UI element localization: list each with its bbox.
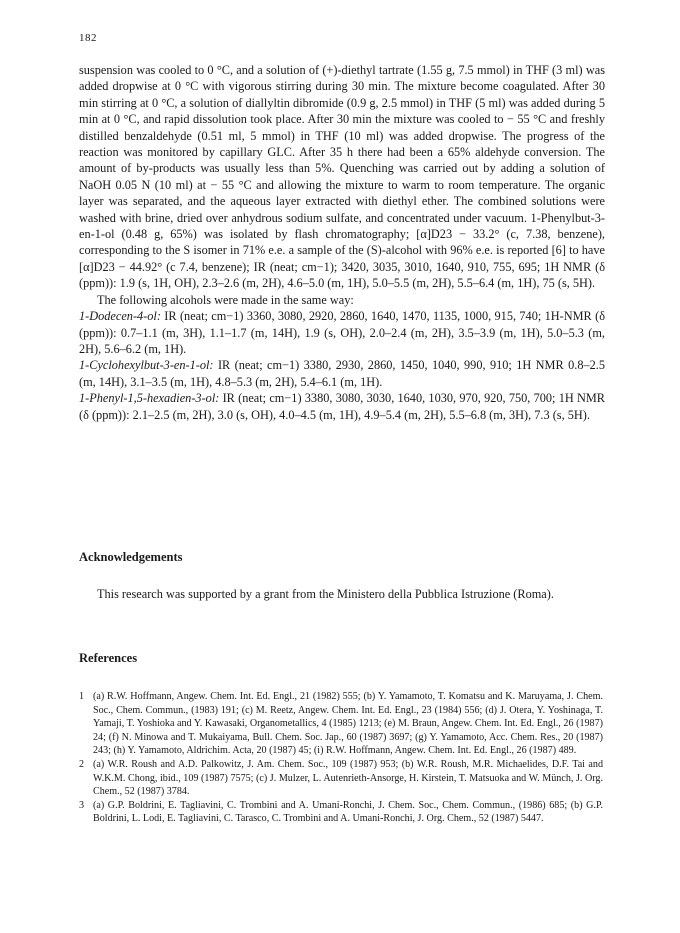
reference-text: (a) G.P. Boldrini, E. Tagliavini, C. Trombini and A. Umani-Ronchi, J. Chem. Soc., Chem. Commun., (1986) 685; (b) G.P. Boldrini, L. Lodi, E. Tagliavini, C. Tarasco, C. Trombini and A. Umani-Ronchi, J. Org. Chem., 52 (1987) 5447. [93,799,603,825]
acknowledgements-text: This research was supported by a grant from the Ministero della Pubblica Istruzione (Roma). [97,587,554,601]
compound-dodecenol [79,308,605,357]
compound-name: 1-Dodecen-4-ol: [79,309,161,324]
reference-item [79,690,603,758]
procedure-paragraph: suspension was cooled to 0 °C, and a solution of (+)-diethyl tartrate (1.55 g, 7.5 mmol) in THF (3 ml) was added dropwise at 0 °C with vigorous stirring during 30 min. The mixture become coagulated. After 30 min stirring at 0 °C, a solution of diallyltin dibromide (0.9 g, 2.5 mmol) in THF (5 ml) was added during 5 min at 0 °C, and rapid dissolution took place. After 30 min the mixture was cooled to − 55 °C and freshly distilled benzaldehyde (0.51 ml, 5 mmol) in THF (10 ml) was added dropwise. The progress of the reaction was monitored by capillary GLC. After 35 h there had been a 65% aldehyde conversion. The amount of by-products was usually less than 5%. Quenching was carried out by adding a solution of NaOH 0.05 N (10 ml) at − 55 °C and allowing the mixture to warm to room temperature. The organic layer was separated, and the aqueous layer extracted with diethyl ether. The combined solutions were washed with brine, dried over anhydrous sodium sulfate, and concentrated under vacuum. 1-Phenylbut-3-en-1-ol (0.48 g, 65%) was isolated by flash chromatography; [α]D23 − 33.2° (c, 7.38, benzene), corresponding to the S isomer in 71% e.e. a sample of the (S)-alcohol with 96% e.e. is reported [6] to have [α]D23 − 44.92° (c 7.4, benzene); IR (neat; cm−1); 3420, 3035, 3010, 1640, 910, 755, 695; 1H NMR (δ (ppm)): 1.9 (s, 1H, OH), 2.3–2.6 (m, 2H), 4.6–5.0 (m, 1H), 5.0–5.5 (m, 2H), 5.5–6.4 (m, 1H), 75 (s, 5H). [79,63,605,291]
compound-data: IR (neat; cm−1) 3380, 3080, 3030, 1640, 1030, 970, 920, 750, 700; 1H NMR (δ (ppm)): 2.1–2.5 (m, 2H), 3.0 (s, OH), 4.0–4.5 (m, 1H), 4.9–5.4 (m, 2H), 5.5–6.8 (m, 3H), 7.3 (s, 5H). [79,391,605,422]
compound-data: IR (neat; cm−1) 3360, 3080, 2920, 2860, 1640, 1470, 1135, 1000, 915, 740; 1H-NMR (δ (ppm)): 0.7–1.1 (m, 3H), 1.1–1.7 (m, 14H), 1.9 (s, OH), 2.0–2.4 (m, 2H), 3.5–3.9 (m, 1H), 5.0–5.3 (m, 2H), 5.6–6.2 (m, 1H). [79,309,605,356]
reference-number: 1 [79,691,85,702]
reference-item [79,799,603,826]
alcohols-intro: The following alcohols were made in the same way: [97,292,354,307]
reference-number: 3 [79,799,85,811]
compound-name: 1-Phenyl-1,5-hexadien-3-ol: [79,391,220,406]
page-number: 182 [79,32,97,44]
references-heading: References [79,651,138,665]
compound-cyclohexylbutenol [79,357,605,390]
experimental-text [79,62,605,423]
reference-number: 2 [79,758,85,770]
compound-name: 1-Cyclohexylbut-3-en-1-ol: [79,358,214,373]
acknowledgements-heading: Acknowledgements [79,550,183,564]
compound-phenylhexadienol [79,390,605,423]
reference-text: (a) W.R. Roush and A.D. Palkowitz, J. Am. Chem. Soc., 109 (1987) 953; (b) W.R. Roush, M.R. Michaelides, D.F. Tai and W.K.M. Chong, ibid., 109 (1987) 7575; (c) J. Mulzer, L. Autenrieth-Ansorge, H. Kirstein, T. Matsuoka and W. Münch, J. Org. Chem., 52 (1987) 3784. [93,758,603,798]
reference-list [79,690,603,826]
reference-text: (a) R.W. Hoffmann, Angew. Chem. Int. Ed. Engl., 21 (1982) 555; (b) Y. Yamamoto, T. Komatsu and K. Maruyama, J. Chem. Soc., Chem. Commun., (1983) 191; (c) M. Reetz, Angew. Chem. Int. Ed. Engl., 23 (1984) 556; (d) J. Otera, Y. Yoshinaga, T. Yamaji, T. Yoshioka and Y. Kawasaki, Organometallics, 4 (1985) 1213; (e) M. Braun, Angew. Chem. Int. Ed. Engl., 26 (1987) 24; (f) N. Minowa and T. Mukaiyama, Bull. Chem. Soc. Jap., 60 (1987) 3697; (g) Y. Yamamoto, Acc. Chem. Res., 20 (1987) 243; (h) Y. Yamamoto, Aldrichim. Acta, 20 (1987) 45; (i) R.W. Hoffmann, Angew. Chem. Int. Ed. Engl., 26 (1987) 489. [93,691,603,757]
reference-item [79,758,603,799]
compound-data: IR (neat; cm−1) 3380, 2930, 2860, 1450, 1040, 990, 910; 1H NMR 0.8–2.5 (m, 14H), 3.1–3.5 (m, 1H), 4.8–5.3 (m, 2H), 5.4–6.1 (m, 1H). [79,358,605,389]
